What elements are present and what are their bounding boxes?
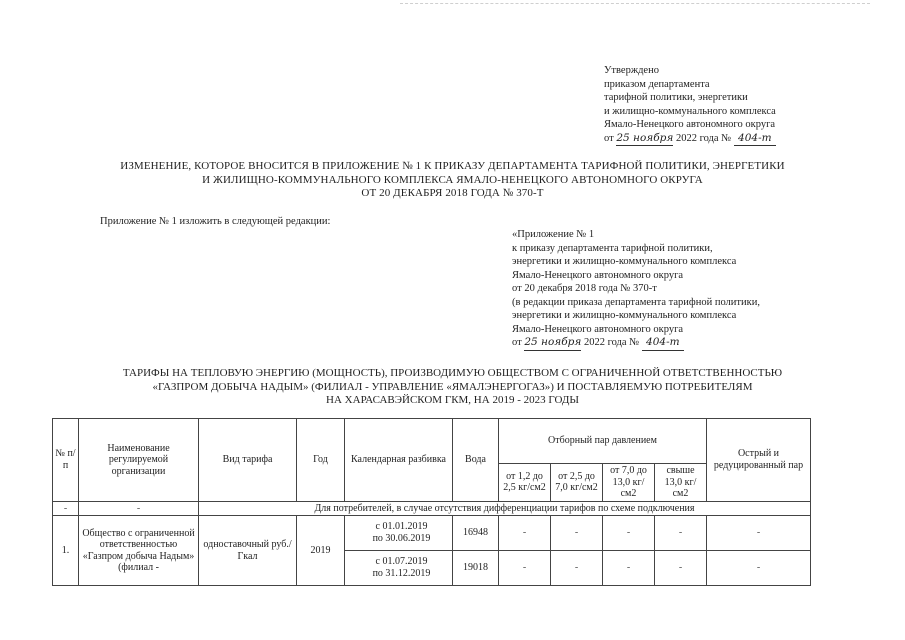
row-water: 19018 — [453, 551, 499, 586]
approval-date-line — [604, 132, 854, 147]
table-cell: - — [655, 516, 707, 551]
tariff-title-line: ТАРИФЫ НА ТЕПЛОВУЮ ЭНЕРГИЮ (МОЩНОСТЬ), ПРОИЗВОДИМУЮ ОБЩЕСТВОМ С ОГРАНИЧЕННОЙ ОТВЕТСТВЕННОСТЬЮ — [122, 367, 783, 379]
table-cell: - — [551, 516, 603, 551]
approval-line: приказом департамента — [604, 78, 710, 90]
header-steam-3: от 7,0 до 13,0 кг/см2 — [603, 464, 655, 502]
appendix-line: от 20 декабря 2018 года № 370-т — [512, 283, 657, 294]
approval-date-prefix: от — [604, 132, 614, 144]
scan-edge-mark — [400, 3, 870, 4]
table-header-row — [53, 419, 811, 464]
appendix-line: «Приложение № 1 — [512, 229, 595, 240]
table-cell: - — [499, 516, 551, 551]
header-num: № п/п — [53, 419, 79, 502]
table-cell: - — [499, 551, 551, 586]
appendix-line: энергетики и жилищно-коммунального комплекса — [512, 256, 737, 267]
header-water: Вода — [453, 419, 499, 502]
appendix-line: (в редакции приказа департамента тарифной политики, — [512, 296, 760, 308]
tariff-title — [40, 367, 865, 408]
document-title — [60, 160, 845, 201]
row-num: 1. — [53, 516, 79, 586]
table-cell: - — [79, 501, 199, 516]
approval-line: Ямало-Ненецкого автономного округа — [604, 119, 776, 130]
row-period — [345, 551, 453, 586]
period-to: по 30.06.2019 — [372, 533, 431, 544]
approval-date-handwritten: 25 ноября — [616, 132, 673, 147]
tariff-table — [52, 418, 811, 586]
appendix-line: Ямало-Ненецкого автономного округа — [512, 323, 684, 335]
header-steam-1: от 1,2 до 2,5 кг/см2 — [499, 464, 551, 502]
period-from: с 01.01.2019 — [375, 521, 428, 532]
header-year: Год — [297, 419, 345, 502]
period-from: с 01.07.2019 — [375, 556, 428, 567]
appendix-line: энергетики и жилищно-коммунального комплекса — [512, 310, 737, 321]
title-line: ИЗМЕНЕНИЕ, КОТОРОЕ ВНОСИТСЯ В ПРИЛОЖЕНИЕ № 1 К ПРИКАЗУ ДЕПАРТАМЕНТА ТАРИФНОЙ ПОЛИТИКИ, ЭНЕРГЕТИКИ — [120, 160, 785, 172]
header-steam-4: свыше 13,0 кг/см2 — [655, 464, 707, 502]
approval-date-year: 2022 года № — [675, 132, 732, 144]
appendix-date-year: 2022 года № — [583, 337, 640, 348]
approval-block — [604, 64, 854, 146]
row-year: 2019 — [297, 516, 345, 586]
table-cell: - — [655, 551, 707, 586]
header-period: Календарная разбивка — [345, 419, 453, 502]
table-cell: - — [53, 501, 79, 516]
header-type: Вид тарифа — [199, 419, 297, 502]
appendix-date-line — [512, 336, 832, 351]
header-sharp-steam: Острый и редуцированный пар — [707, 419, 811, 502]
appendix-date-prefix: от — [512, 337, 522, 348]
title-line: ОТ 20 ДЕКАБРЯ 2018 ГОДА № 370-Т — [361, 187, 544, 199]
row-water: 16948 — [453, 516, 499, 551]
row-period — [345, 516, 453, 551]
appendix-line: Ямало-Ненецкого автономного округа — [512, 269, 684, 281]
approval-line: тарифной политики, энергетики — [604, 92, 748, 103]
table-cell: - — [707, 551, 811, 586]
appendix-number-handwritten: 404-т — [642, 336, 684, 351]
appendix-line: к приказу департамента тарифной политики, — [512, 242, 713, 254]
tariff-title-line: НА ХАРАСАВЭЙСКОМ ГКМ, НА 2019 - 2023 ГОДЫ — [326, 394, 579, 406]
approval-line: Утверждено — [604, 65, 659, 76]
appendix-block — [512, 228, 832, 351]
row-type: одноставочный руб./Гкал — [199, 516, 297, 586]
table-note-row — [53, 501, 811, 516]
table-cell: - — [603, 551, 655, 586]
period-to: по 31.12.2019 — [372, 568, 431, 579]
table-cell: - — [551, 551, 603, 586]
table-cell: - — [707, 516, 811, 551]
title-line: И ЖИЛИЩНО-КОММУНАЛЬНОГО КОМПЛЕКСА ЯМАЛО-НЕНЕЦКОГО АВТОНОМНОГО ОКРУГА — [202, 173, 703, 186]
table-cell: - — [603, 516, 655, 551]
approval-line: и жилищно-коммунального комплекса — [604, 105, 776, 117]
intro-text: Приложение № 1 изложить в следующей редакции: — [100, 216, 331, 227]
header-steam-2: от 2,5 до 7,0 кг/см2 — [551, 464, 603, 502]
tariff-title-line: «ГАЗПРОМ ДОБЫЧА НАДЫМ» (ФИЛИАЛ - УПРАВЛЕНИЕ «ЯМАЛЭНЕРГОГАЗ») И ПОСТАВЛЯЕМУЮ ПОТРЕБИТЕЛЯМ — [152, 380, 753, 393]
approval-number-handwritten: 404-т — [734, 132, 776, 147]
header-steam: Отборный пар давлением — [499, 419, 707, 464]
row-org: Общество с ограниченной ответственностью «Газпром добыча Надым» (филиал - — [79, 516, 199, 586]
table-note: Для потребителей, в случае отсутствия дифференциации тарифов по схеме подключения — [199, 501, 811, 516]
appendix-date-handwritten: 25 ноября — [524, 336, 581, 351]
header-org: Наименование регулируемой организации — [79, 419, 199, 502]
table-row — [53, 516, 811, 551]
